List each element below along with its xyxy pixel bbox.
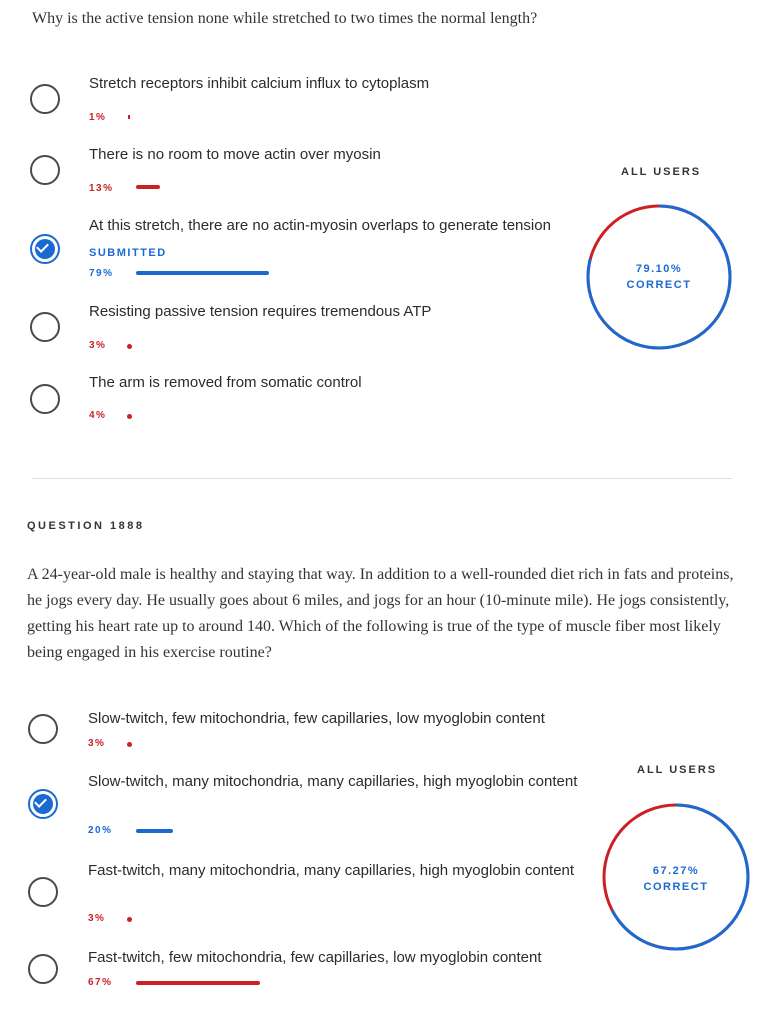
q2-all-users-heading: ALL USERS bbox=[637, 764, 718, 776]
question-1-text: Why is the active tension none while stretched to two times the normal length? bbox=[32, 10, 538, 27]
q1-option-3-label[interactable]: At this stretch, there are no actin-myosin overlaps to generate tension bbox=[89, 217, 551, 234]
q1-option-2-bar bbox=[136, 185, 160, 189]
question-divider bbox=[32, 478, 732, 479]
q2-option-1-radio[interactable] bbox=[28, 714, 58, 744]
q1-all-users-heading: ALL USERS bbox=[621, 166, 702, 178]
q2-option-1-label[interactable]: Slow-twitch, few mitochondria, few capillaries, low myoglobin content bbox=[88, 710, 545, 727]
q1-option-5-percent: 4% bbox=[89, 410, 107, 421]
q2-option-3-bar bbox=[127, 917, 132, 922]
q2-correct-percent: 67.27% bbox=[652, 865, 700, 877]
q1-option-2-label[interactable]: There is no room to move actin over myosin bbox=[89, 146, 381, 163]
q2-correct-caption: CORRECT bbox=[643, 881, 709, 893]
q2-option-4-bar bbox=[136, 981, 260, 985]
question-2-label: QUESTION 1888 bbox=[27, 520, 145, 532]
q2-option-4-label[interactable]: Fast-twitch, few mitochondria, few capillaries, low myoglobin content bbox=[88, 949, 542, 966]
q1-option-1-radio[interactable] bbox=[30, 84, 60, 114]
q1-option-1-label[interactable]: Stretch receptors inhibit calcium influx to cytoplasm bbox=[89, 75, 430, 92]
q1-option-5-label[interactable]: The arm is removed from somatic control bbox=[89, 374, 362, 391]
q1-option-4-label[interactable]: Resisting passive tension requires tremendous ATP bbox=[89, 303, 432, 320]
q2-option-3-radio[interactable] bbox=[28, 877, 58, 907]
q1-option-3-radio[interactable] bbox=[30, 234, 60, 264]
q1-correct-caption: CORRECT bbox=[626, 279, 692, 291]
q1-correct-percent: 79.10% bbox=[635, 263, 683, 275]
q2-option-4-radio[interactable] bbox=[28, 954, 58, 984]
q1-option-2-radio[interactable] bbox=[30, 155, 60, 185]
q1-option-4-percent: 3% bbox=[89, 340, 107, 351]
q1-option-3-bar bbox=[136, 271, 269, 275]
q1-option-5-radio[interactable] bbox=[30, 384, 60, 414]
q1-option-4-bar bbox=[127, 344, 132, 349]
submitted-badge: SUBMITTED bbox=[89, 247, 167, 259]
q2-option-2-label[interactable]: Slow-twitch, many mitochondria, many capillaries, high myoglobin content bbox=[88, 773, 578, 790]
q1-ring-label bbox=[586, 261, 732, 293]
q2-option-3-label[interactable]: Fast-twitch, many mitochondria, many capillaries, high myoglobin content bbox=[88, 862, 575, 879]
q2-option-2-bar bbox=[136, 829, 173, 833]
q1-option-1-bar bbox=[128, 115, 130, 119]
q2-option-3-percent: 3% bbox=[88, 913, 106, 924]
q1-option-4-radio[interactable] bbox=[30, 312, 60, 342]
q1-option-2-percent: 13% bbox=[89, 183, 114, 194]
q2-option-4-percent: 67% bbox=[88, 977, 113, 988]
question-2-text: A 24-year-old male is healthy and staying that way. In addition to a well-rounded diet rich in fats and proteins, he jogs every day. He usually goes about 6 miles, and jogs for an hour (10-minute mile). He jogs consistently, getting his heart rate up to around 140. Which of the following is true of the type of muscle fiber most likely being engaged in his exercise routine? bbox=[27, 566, 734, 661]
q2-option-2-radio[interactable] bbox=[28, 789, 58, 819]
q2-ring-label bbox=[602, 863, 750, 895]
q1-option-5-bar bbox=[127, 414, 132, 419]
q1-option-1-percent: 1% bbox=[89, 112, 107, 123]
q2-option-1-bar bbox=[127, 742, 132, 747]
q2-option-1-percent: 3% bbox=[88, 738, 106, 749]
q1-option-3-percent: 79% bbox=[89, 268, 114, 279]
q2-option-2-percent: 20% bbox=[88, 825, 113, 836]
